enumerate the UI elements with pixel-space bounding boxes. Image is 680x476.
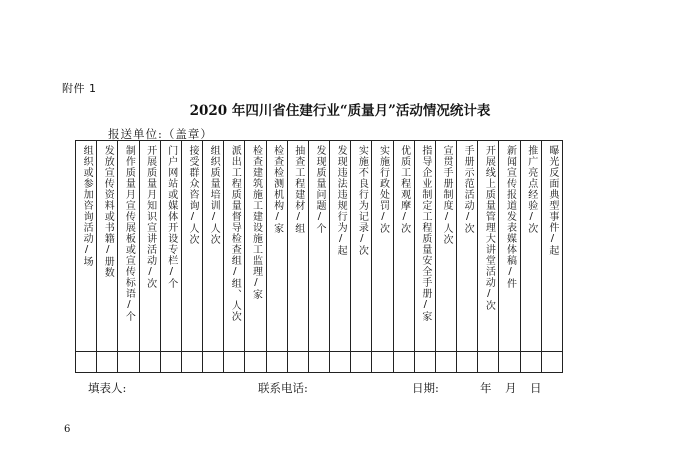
column-header: 曝光反面典型事件/起 [546, 145, 558, 256]
column-header: 检查检测机构/家 [271, 145, 283, 234]
table-data-row [76, 352, 563, 373]
day-label: 日 [530, 381, 542, 395]
header-cell [287, 141, 308, 352]
data-cell[interactable] [457, 352, 478, 373]
header-cell [203, 141, 224, 352]
column-header: 接受群众咨询/人次 [186, 145, 198, 245]
header-cell [351, 141, 372, 352]
column-header: 新闻宣传报道发表媒体稿/件 [504, 145, 516, 289]
data-cell[interactable] [414, 352, 435, 373]
column-header: 开展质量月知识宣讲活动/次 [144, 145, 156, 289]
column-header: 组织或参加咨询活动/场 [81, 145, 93, 267]
data-cell[interactable] [435, 352, 456, 373]
data-cell[interactable] [287, 352, 308, 373]
header-cell [499, 141, 520, 352]
column-header: 发放宣传资料或书籍/册数 [102, 145, 114, 278]
header-cell [414, 141, 435, 352]
header-cell [478, 141, 499, 352]
header-cell [393, 141, 414, 352]
column-header: 抽查工程建材/组 [292, 145, 304, 234]
attachment-label: 附件 1 [62, 82, 97, 95]
data-cell[interactable] [203, 352, 224, 373]
data-cell[interactable] [118, 352, 139, 373]
header-cell [435, 141, 456, 352]
header-cell [76, 141, 97, 352]
column-header: 发现违法违规行为/起 [335, 145, 347, 256]
table-header-row [76, 141, 563, 352]
data-cell[interactable] [160, 352, 181, 373]
header-cell [97, 141, 118, 352]
statistics-table [75, 140, 563, 373]
header-cell [160, 141, 181, 352]
data-cell[interactable] [478, 352, 499, 373]
data-cell[interactable] [266, 352, 287, 373]
column-header: 实施行政处罚/次 [377, 145, 389, 234]
year-label: 年 [480, 381, 492, 395]
column-header: 派出工程质量督导检查组/组、人次 [229, 145, 241, 322]
column-header: 组织质量培训/人次 [208, 145, 220, 245]
document-title: 2020 年四川省住建行业“质量月”活动情况统计表 [189, 103, 491, 119]
column-header: 发现质量问题/个 [313, 145, 325, 234]
data-cell[interactable] [139, 352, 160, 373]
column-header: 实施不良行为记录/次 [356, 145, 368, 256]
report-unit-label: 报送单位:（盖章） [108, 127, 213, 141]
data-cell[interactable] [520, 352, 541, 373]
data-cell[interactable] [541, 352, 562, 373]
header-cell [520, 141, 541, 352]
column-header: 检查建筑施工建设施工监理/家 [250, 145, 262, 300]
header-cell [118, 141, 139, 352]
page-number: 6 [64, 424, 71, 435]
header-cell [457, 141, 478, 352]
data-cell[interactable] [308, 352, 329, 373]
data-cell[interactable] [224, 352, 245, 373]
header-cell [224, 141, 245, 352]
column-header: 门户网站或媒体开设专栏/个 [165, 145, 177, 289]
column-header: 指导企业制定工程质量安全手册/家 [419, 145, 431, 322]
filler-label: 填表人: [88, 381, 127, 395]
column-header: 开展线上质量管理大讲堂活动/次 [483, 145, 495, 311]
header-cell [541, 141, 562, 352]
header-cell [266, 141, 287, 352]
phone-label: 联系电话: [258, 381, 308, 395]
header-cell [139, 141, 160, 352]
column-header: 制作质量月宣传展板或宣传标语/个 [123, 145, 135, 322]
header-cell [308, 141, 329, 352]
month-label: 月 [505, 381, 517, 395]
data-cell[interactable] [372, 352, 393, 373]
column-header: 推广亮点经验/次 [525, 145, 537, 234]
date-label: 日期: [412, 381, 439, 395]
header-cell [330, 141, 351, 352]
column-header: 宣贯手册制度/人次 [441, 145, 452, 245]
data-cell[interactable] [181, 352, 202, 373]
column-header: 优质工程观摩/次 [398, 145, 410, 234]
header-cell [181, 141, 202, 352]
data-cell[interactable] [97, 352, 118, 373]
data-cell[interactable] [330, 352, 351, 373]
data-cell[interactable] [76, 352, 97, 373]
header-cell [372, 141, 393, 352]
data-cell[interactable] [245, 352, 266, 373]
column-header: 手册示范活动/次 [462, 145, 474, 234]
data-cell[interactable] [393, 352, 414, 373]
data-cell[interactable] [499, 352, 520, 373]
header-cell [245, 141, 266, 352]
data-cell[interactable] [351, 352, 372, 373]
